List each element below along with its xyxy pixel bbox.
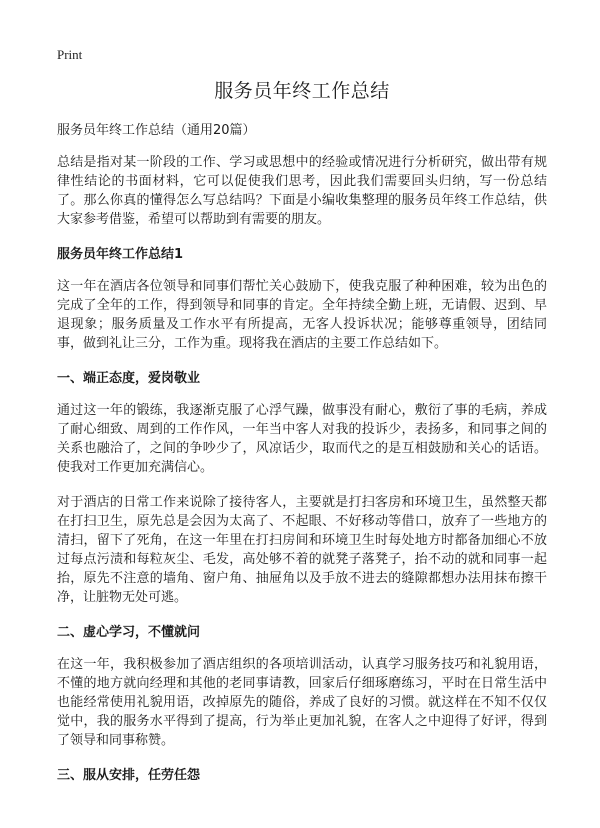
section-intro-paragraph: 这一年在酒店各位领导和同事们帮忙关心鼓励下，使我克服了种种困难，较为出色的完成了全年的工作，得到领导和同事的肯定。全年持续全勤上班，无请假、迟到、早退现象；服务质量及工作水平有所提高，无客人投诉状况；能够尊重领导，团结同事，做到礼让三分，工作为重。现将我在酒店的主要工作总结如下。 (57, 279, 547, 351)
document (57, 76, 547, 798)
paragraph-2: 对于酒店的日常工作来说除了接待客人，主要就是打扫客房和环境卫生，虽然整天都在打扫卫生，原先总是会因为太高了、不起眼、不好移动等借口，放弃了一些地方的清扫，留下了死角，在这一年里在打扫房间和环境卫生时每处地方时都备加细心不放过每点污渍和每粒灰尘、毛发，高处够不着的就凳子落凳子，抬不动的就和同事一起抬，原先不注意的墙角、窗户角、抽屉角以及手放不进去的缝隙都想办法用抹布擦干净，让脏物无处可逃。 (57, 495, 547, 605)
heading-3: 三、服从安排，任劳任怨 (57, 768, 201, 783)
paragraph-3: 在这一年，我积极参加了酒店组织的各项培训活动，认真学习服务技巧和礼貌用语，不懂的地方就向经理和其他的老同事请教，回家后仔细琢磨练习，平时在日常生活中也能经常使用礼貌用语，改掉原先的随俗，养成了良好的习惯。就这样在不知不仅仅觉中，我的服务水平得到了提高，行为举止更加礼貌，在客人之中迎得了好评，得到了领导和同事称赞。 (57, 657, 547, 748)
print-link[interactable]: Print (57, 47, 83, 62)
heading-1: 一、端正态度，爱岗敬业 (57, 371, 201, 386)
heading-2: 二、虚心学习，不懂就问 (57, 625, 201, 640)
document-title: 服务员年终工作总结 (214, 80, 390, 102)
paragraph-1: 通过这一年的锻练，我逐渐克服了心浮气躁，做事没有耐心，敷衍了事的毛病，养成了耐心细致、周到的工作作风，一年当中客人对我的投诉少，表扬多，和同事之间的关系也融洽了，之间的争吵少了，风凉话少，取而代之的是互相鼓励和关心的话语。使我对工作更加充满信心。 (57, 403, 547, 475)
document-subtitle: 服务员年终工作总结（通用20篇） (57, 123, 256, 138)
intro-paragraph: 总结是指对某一阶段的工作、学习或思想中的经验或情况进行分析研究，做出带有规律性结论的书面材料，它可以促使我们思考，因此我们需要回头归纳，写一份总结了。那么你真的懂得怎么写总结吗？下面是小编收集整理的服务员年终工作总结，供大家参考借鉴，希望可以帮助到有需要的朋友。 (57, 155, 547, 227)
section-title: 服务员年终工作总结1 (57, 247, 184, 262)
